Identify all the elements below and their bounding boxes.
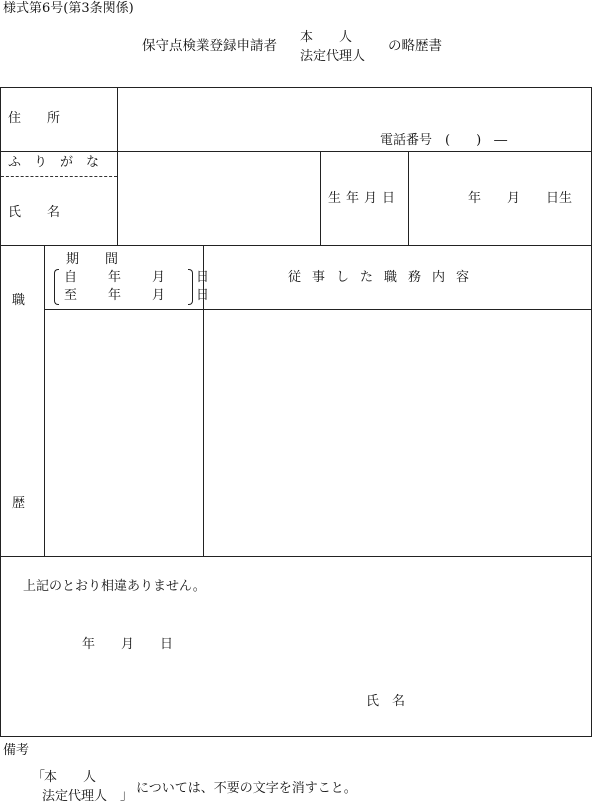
signature-input[interactable] (420, 688, 580, 712)
period-from-row: 自 年 月 日 (64, 270, 219, 285)
frame-bottom (0, 736, 592, 737)
address-input[interactable] (118, 88, 591, 151)
row-divider-name (0, 245, 592, 246)
notes-open-quote: 「 (32, 770, 46, 785)
title-option-legal-representative: 法定代理人 (300, 49, 366, 64)
declaration-statement: 上記のとおり相違ありません。 (23, 579, 206, 594)
declaration-date[interactable]: 年 月 日 (82, 637, 174, 652)
col-divider-birth-label-left (320, 151, 321, 246)
address-label (8, 112, 109, 125)
birth-date-label: 生年月日 (328, 191, 401, 206)
birth-date-value[interactable]: 年 月 日生 (468, 191, 573, 206)
furigana-input[interactable] (118, 152, 320, 176)
period-to-row: 至 年 月 日 (64, 288, 219, 303)
period-header: 期 間 (66, 252, 119, 267)
title-suffix: の略歴書 (388, 38, 442, 54)
notes-close-quote: 」 (120, 788, 134, 803)
career-label-bottom: 歴 (12, 496, 26, 511)
title-option-self: 本 人 (300, 30, 353, 45)
career-period-input[interactable] (45, 310, 203, 556)
col-divider-birth-label-right (408, 151, 409, 246)
duty-header: 従事した職務内容 (288, 270, 481, 285)
notes-option-self: 本 人 (44, 770, 97, 785)
name-input[interactable] (118, 177, 320, 245)
phone-label: 電話番号 ( ) ― (380, 133, 508, 148)
notes-option-legal-representative: 法定代理人 (42, 789, 108, 804)
career-duty-input[interactable] (204, 310, 591, 556)
row-divider-furigana (1, 176, 117, 177)
row-divider-career-bottom (0, 556, 592, 557)
furigana-label: ふりがな (8, 155, 113, 170)
address-label-text: 住 所 (8, 111, 61, 126)
form-label: 様式第6号(第3条関係) (3, 1, 134, 16)
title-prefix: 保守点検業登録申請者 (142, 38, 277, 54)
notes-heading: 備考 (3, 743, 30, 758)
name-label: 氏 名 (8, 205, 61, 220)
notes-text: については、不要の文字を消すこと。 (136, 781, 357, 796)
frame-left (0, 87, 1, 737)
signature-label: 氏 名 (366, 694, 406, 709)
career-label-top: 職 (12, 293, 26, 308)
period-bracket-left (54, 269, 59, 305)
